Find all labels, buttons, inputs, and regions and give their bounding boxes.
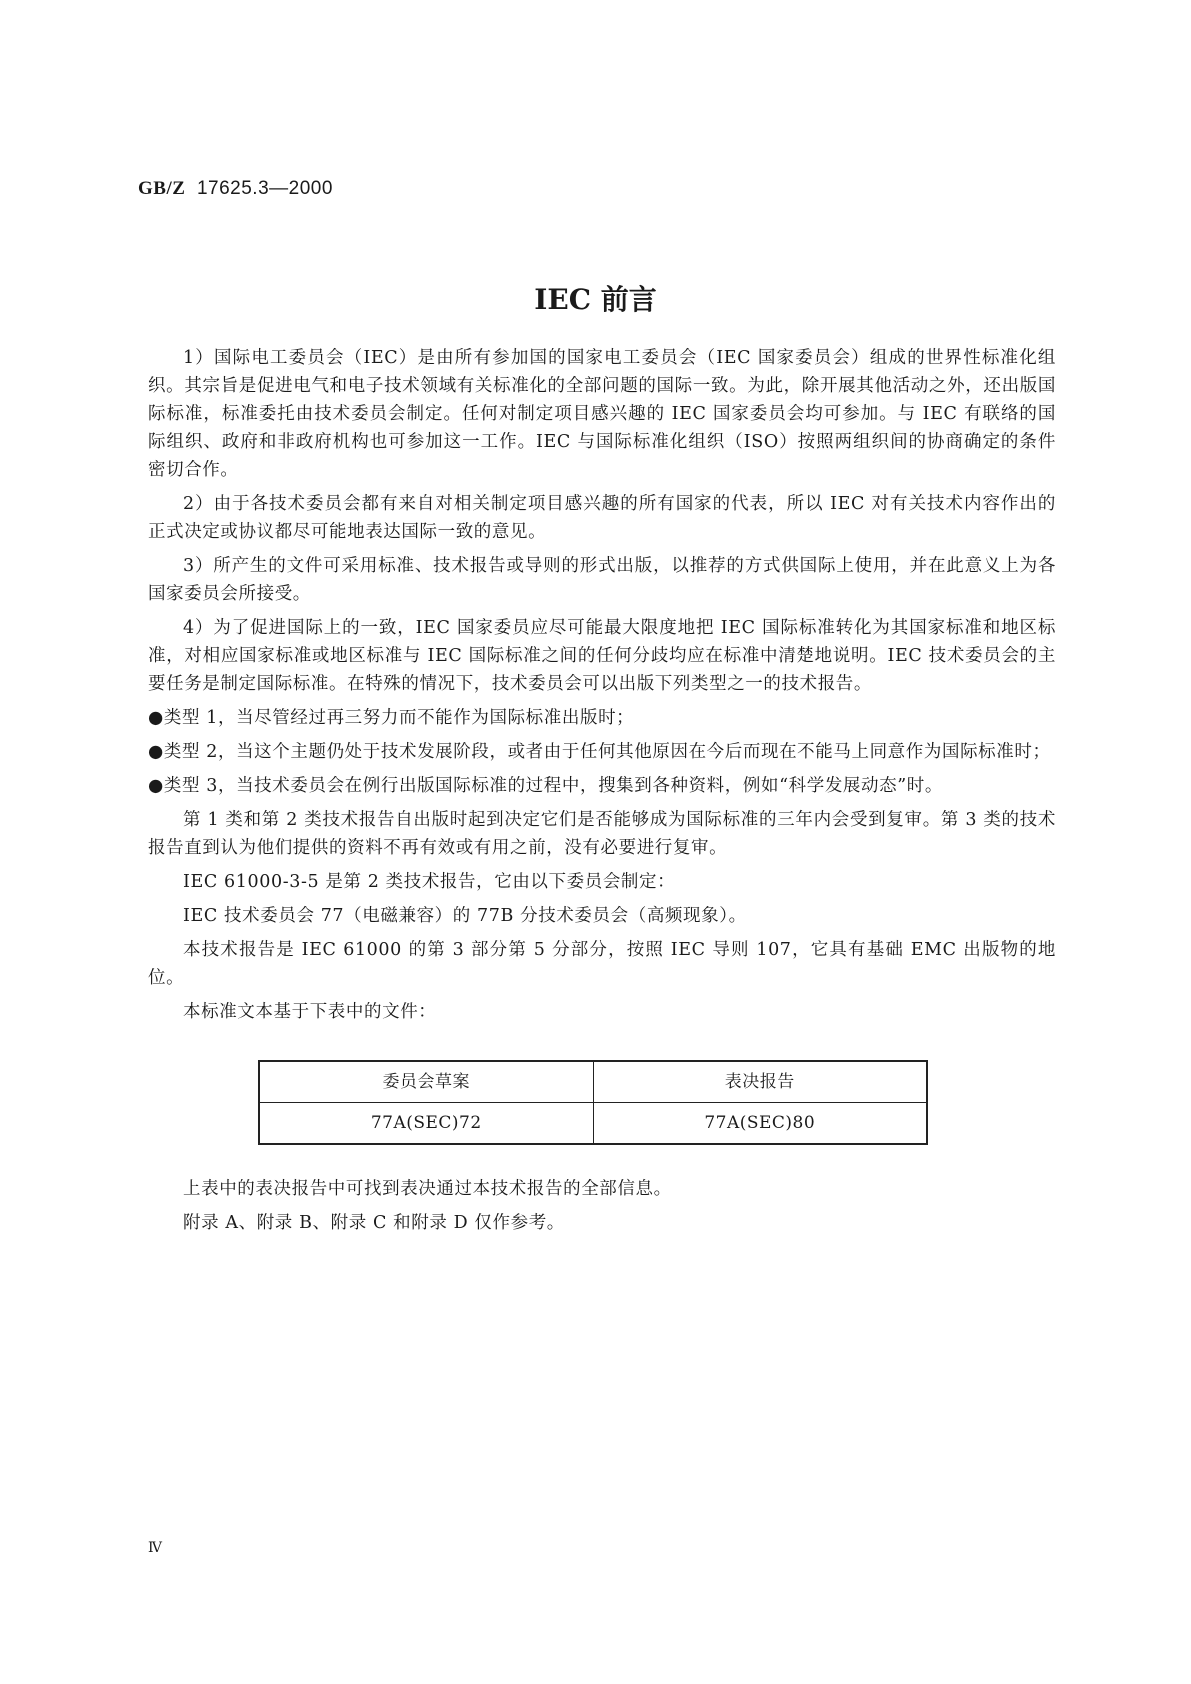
- bullet-icon: ●: [148, 708, 164, 728]
- paragraph-7: IEC 技术委员会 77（电磁兼容）的 77B 分技术委员会（高频现象）。: [183, 906, 747, 926]
- paragraph-6: IEC 61000-3-5 是第 2 类技术报告，它由以下委员会制定：: [183, 872, 676, 892]
- page-title: IEC 前言: [534, 283, 657, 316]
- paragraph-3: 3）所产生的文件可采用标准、技术报告或导则的形式出版，以推荐的方式供国际上使用，并在此意义上为各国家委员会所接受。: [148, 556, 1056, 604]
- page-number: Ⅳ: [148, 1540, 162, 1556]
- standard-code: 17625.3—2000: [196, 178, 333, 199]
- table-header-cell: 表决报告: [593, 1061, 927, 1103]
- table-header-row: [259, 1061, 927, 1103]
- bullet-item-3: [148, 772, 1056, 800]
- bullet-icon: ●: [148, 742, 164, 762]
- paragraph-10: 上表中的表决报告中可找到表决通过本技术报告的全部信息。: [183, 1179, 672, 1199]
- bullet-text: 类型 2，当这个主题仍处于技术发展阶段，或者由于任何其他原因在今后而现在不能马上同意作为国际标准时；: [163, 742, 1051, 762]
- paragraph-9: 本标准文本基于下表中的文件：: [183, 1002, 437, 1022]
- bullet-item-1: [148, 704, 1056, 732]
- standard-prefix: GB/Z: [138, 178, 186, 199]
- paragraph-1: 1）国际电工委员会（IEC）是由所有参加国的国家电工委员会（IEC 国家委员会）组成的世界性标准化组织。其宗旨是促进电气和电子技术领域有关标准化的全部问题的国际一致。为此，除开展其他活动之外，还出版国际标准，标准委托由技术委员会制定。任何对制定项目感兴趣的 IEC 国家委员会均可参加。与 IEC 有联络的国际组织、政府和非政府机构也可参加这一工作。IEC 与国际标准化组织（ISO）按照两组织间的协商确定的条件密切合作。: [148, 348, 1056, 480]
- bullet-icon: ●: [148, 776, 164, 796]
- table-cell: 77A(SEC)72: [259, 1103, 593, 1145]
- table-header-cell: 委员会草案: [259, 1061, 593, 1103]
- documents-table: [258, 1060, 928, 1145]
- table-row: [259, 1103, 927, 1145]
- table-cell: 77A(SEC)80: [593, 1103, 927, 1145]
- paragraph-11: 附录 A、附录 B、附录 C 和附录 D 仅作参考。: [183, 1213, 565, 1233]
- paragraph-8: 本技术报告是 IEC 61000 的第 3 部分第 5 分部分，按照 IEC 导则 107，它具有基础 EMC 出版物的地位。: [148, 940, 1056, 988]
- bullet-text: 类型 1，当尽管经过再三努力而不能作为国际标准出版时；: [163, 708, 635, 728]
- document-body: [148, 344, 1056, 1243]
- bullet-item-2: [148, 738, 1056, 766]
- paragraph-2: 2）由于各技术委员会都有来自对相关制定项目感兴趣的所有国家的代表，所以 IEC 对有关技术内容作出的正式决定或协议都尽可能地表达国际一致的意见。: [148, 494, 1056, 542]
- bullet-text: 类型 3，当技术委员会在例行出版国际标准的过程中，搜集到各种资料，例如“科学发展动态”时。: [163, 776, 943, 796]
- paragraph-5: 第 1 类和第 2 类技术报告自出版时起到决定它们是否能够成为国际标准的三年内会受到复审。第 3 类的技术报告直到认为他们提供的资料不再有效或有用之前，没有必要进行复审。: [148, 810, 1056, 858]
- paragraph-4: 4）为了促进国际上的一致，IEC 国家委员应尽可能最大限度地把 IEC 国际标准转化为其国家标准和地区标准，对相应国家标准或地区标准与 IEC 国际标准之间的任何分歧均应在标准中清楚地说明。IEC 技术委员会的主要任务是制定国际标准。在特殊的情况下，技术委员会可以出版下列类型之一的技术报告。: [148, 618, 1056, 694]
- standard-number: [138, 178, 333, 200]
